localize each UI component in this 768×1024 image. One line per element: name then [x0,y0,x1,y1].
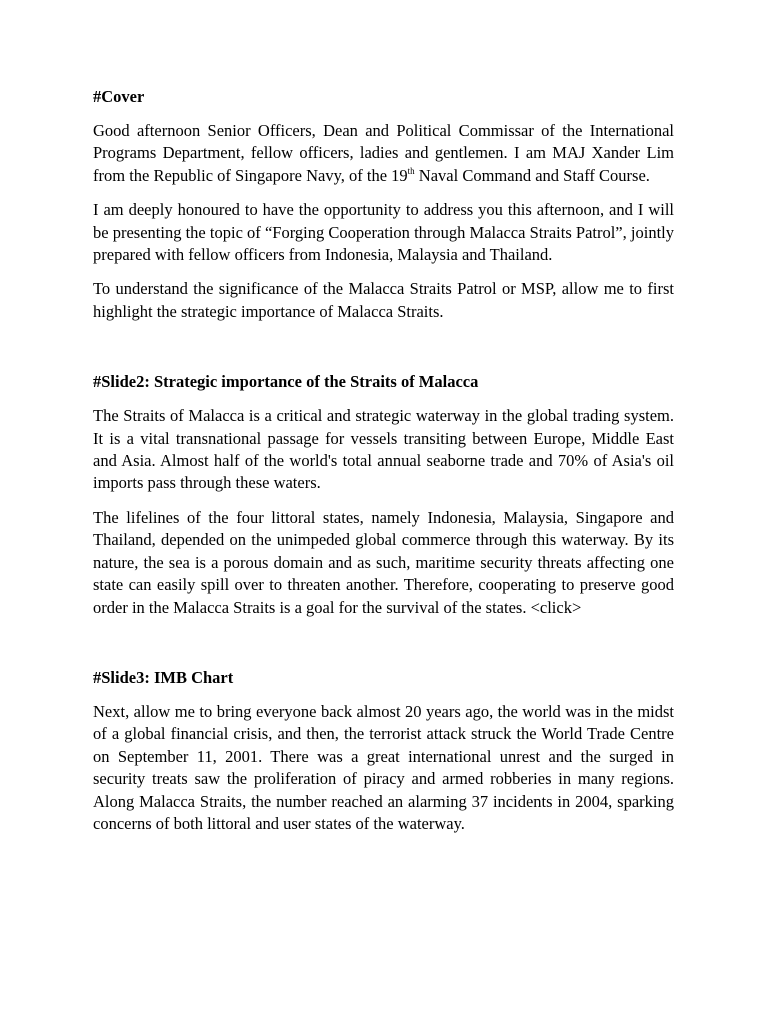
paragraph-text: Naval Command and Staff Course. [414,165,650,185]
paragraph: The lifelines of the four littoral states, namely Indonesia, Malaysia, Singapore and Thailand, depended on the unimpeded global commerce through this waterway. By its nature, the sea is a porous domain and as such, maritime security threats affecting one state can easily spill over to threaten another. Therefore, cooperating to preserve good order in the Malacca Straits is a goal for the survival of the states. <click> [93,507,674,617]
section-slide3 [93,667,674,835]
paragraph-text: Good afternoon Senior Officers, Dean and Political Commissar of the International Programs Department, fellow officers, ladies and gentlemen. I am MAJ Xander Lim from the Republic of Singapore Navy, of the 19 [93,121,674,185]
paragraph [93,120,674,187]
paragraph: The Straits of Malacca is a critical and strategic waterway in the global trading system. It is a vital transnational passage for vessels transiting between Europe, Middle East and Asia. Almost half of the world's total annual seaborne trade and 70% of Asia's oil imports pass through these waters. [93,406,674,493]
paragraph: I am deeply honoured to have the opportunity to address you this afternoon, and I will be presenting the topic of “Forging Cooperation through Malacca Straits Patrol”, jointly prepared with fellow officers from Indonesia, Malaysia and Thailand. [93,200,674,265]
section-heading: #Slide3: IMB Chart [93,667,234,687]
section-spacer [93,335,674,371]
section-spacer [93,631,674,667]
section-heading: #Cover [93,87,145,106]
paragraph: Next, allow me to bring everyone back almost 20 years ago, the world was in the midst of a global financial crisis, and then, the terrorist attack struck the World Trade Centre on September 11, 2001. There was a great international unrest and the surged in security treats saw the proliferation of piracy and armed robberies in many regions. Along Malacca Straits, the number reached an alarming 37 incidents in 2004, sparking concerns of both littoral and user states of the waterway. [93,701,674,833]
document-page [93,86,674,847]
section-cover [93,86,674,323]
paragraph: To understand the significance of the Malacca Straits Patrol or MSP, allow me to first highlight the strategic importance of Malacca Straits. [93,279,674,321]
section-slide2 [93,371,674,619]
ordinal-suffix: th [407,165,415,176]
section-heading: #Slide2: Strategic importance of the Straits of Malacca [93,372,479,392]
